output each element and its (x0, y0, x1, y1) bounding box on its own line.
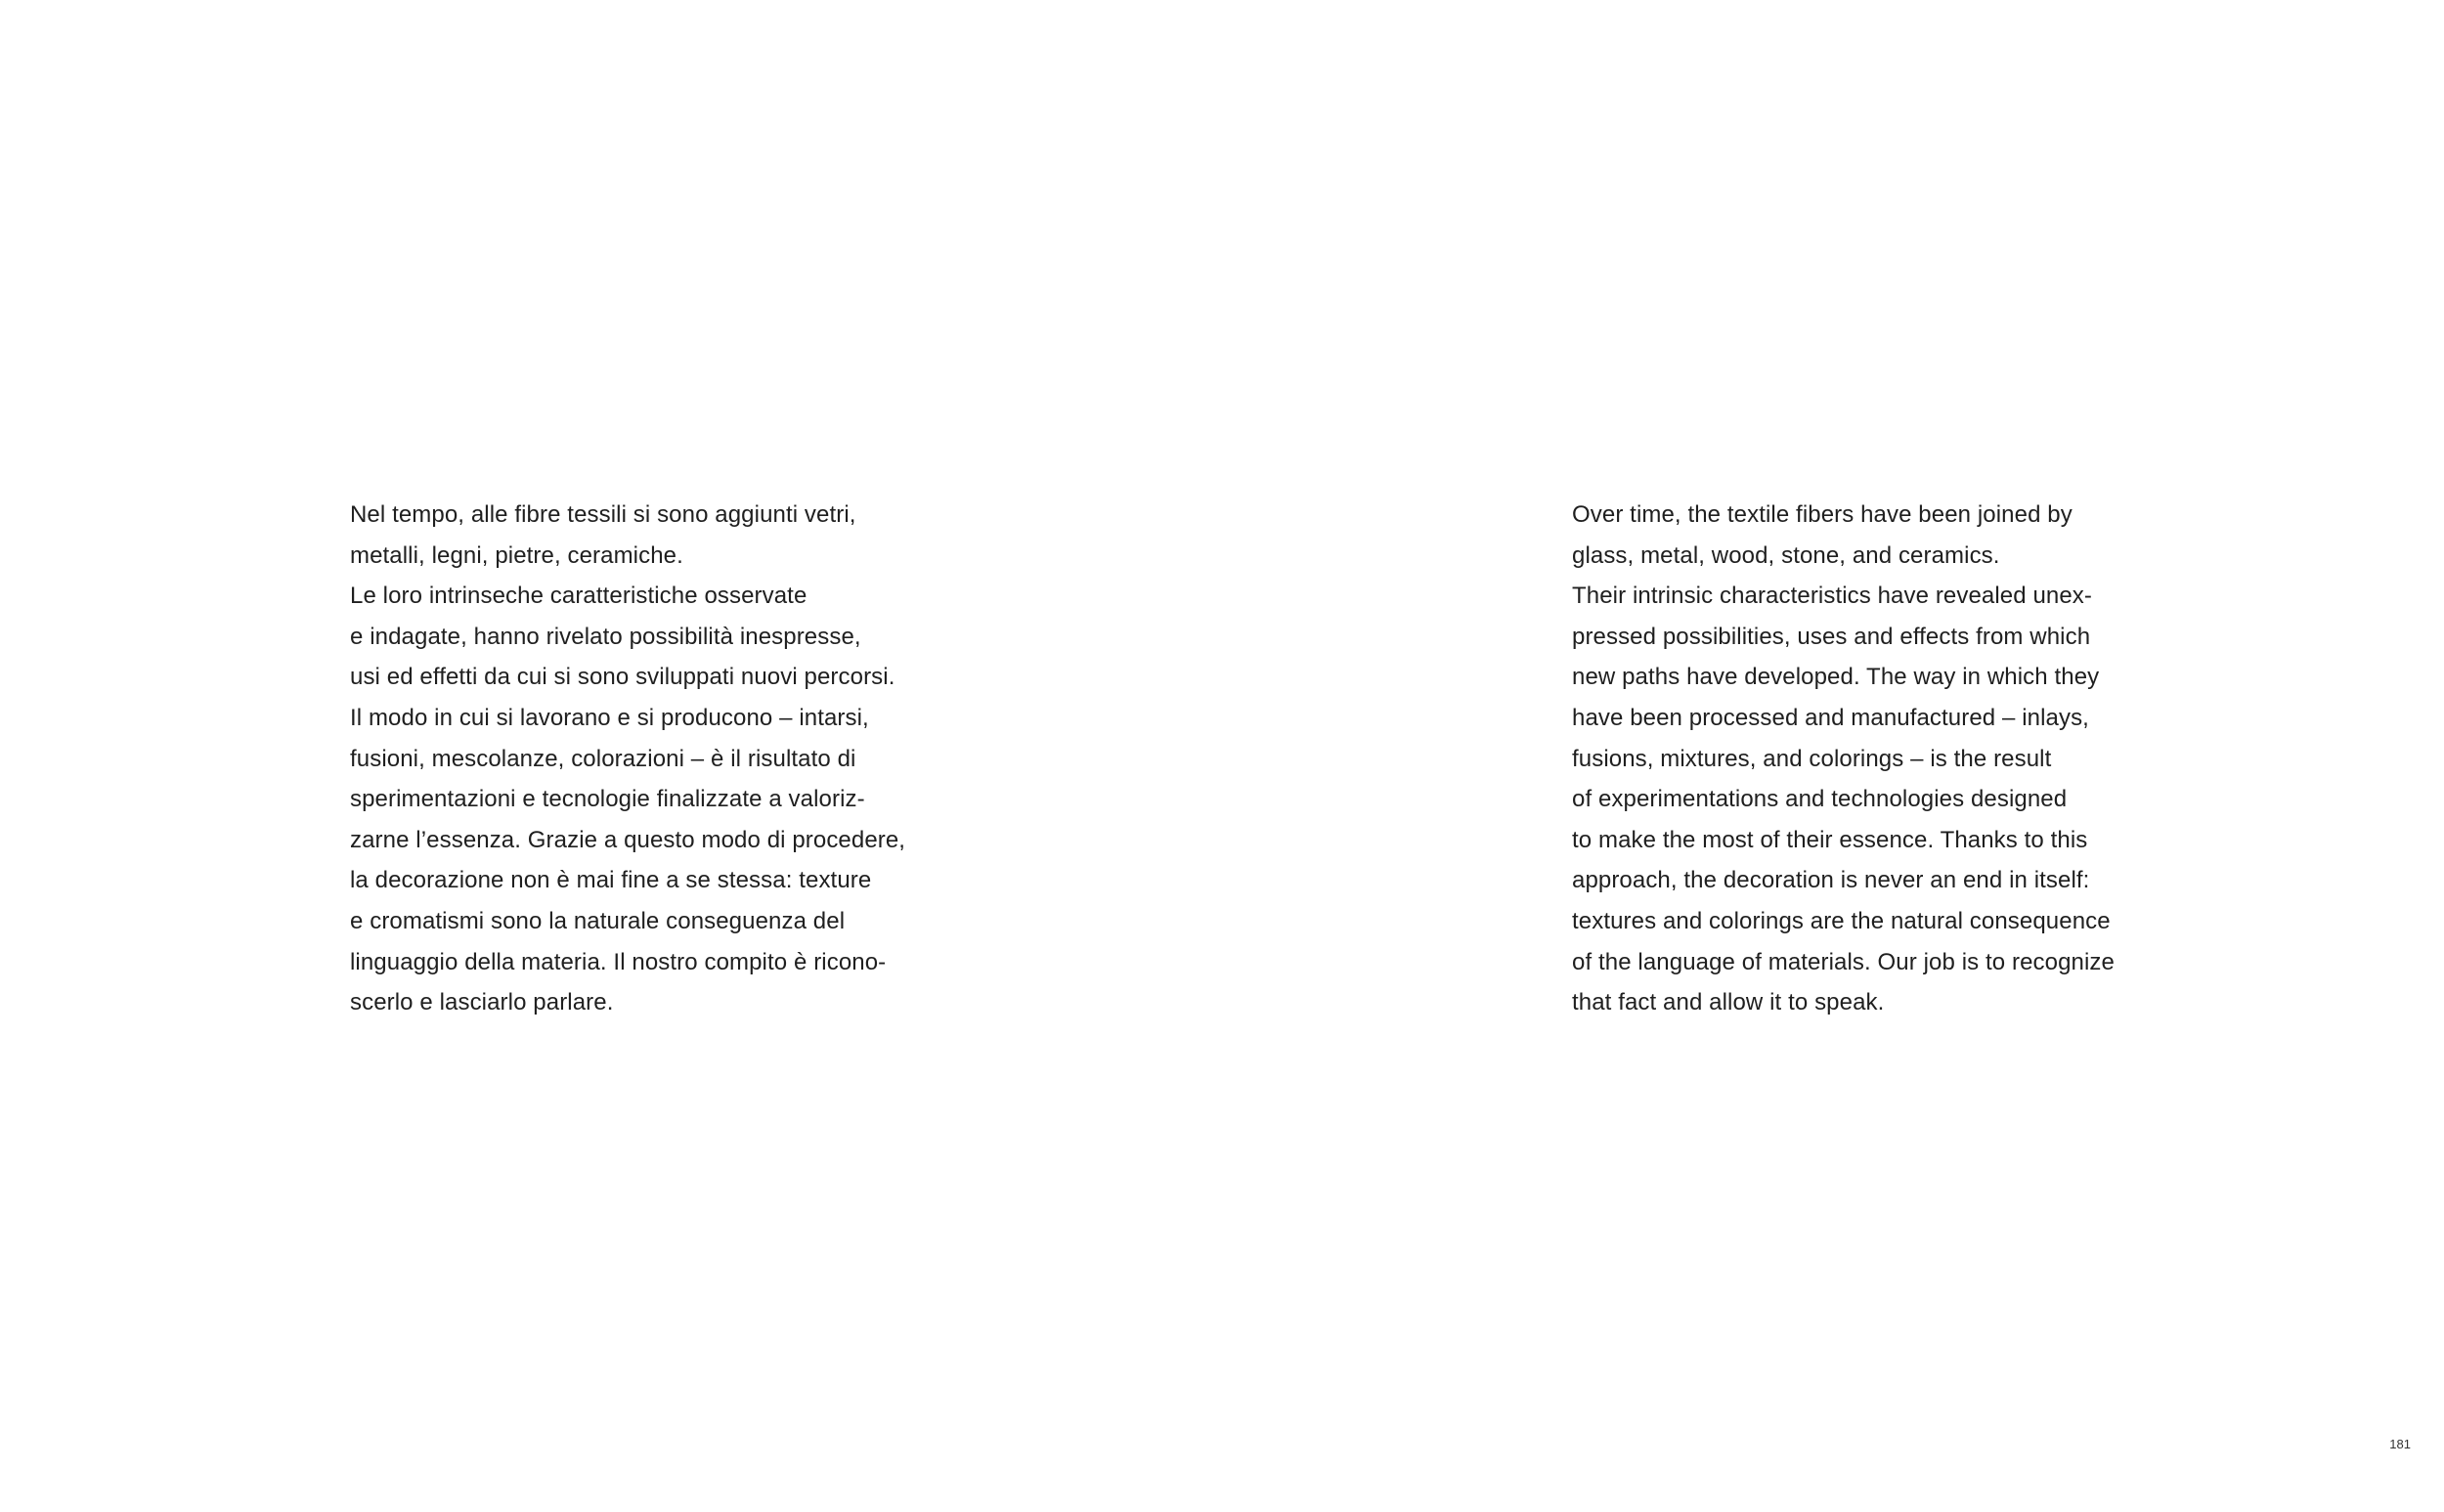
english-text-line: have been processed and manufactured – inlays, (1572, 704, 2089, 731)
italian-text-line: sperimentazioni e tecnologie finalizzate a valoriz- (350, 786, 865, 813)
italian-text-line: e cromatismi sono la naturale conseguenza del (350, 907, 846, 934)
italian-text-line: metalli, legni, pietre, ceramiche. (350, 541, 683, 569)
page-number: 181 (2389, 1437, 2411, 1451)
english-text-line: glass, metal, wood, stone, and ceramics. (1572, 541, 2000, 569)
italian-text-line: linguaggio della materia. Il nostro compito è ricono- (350, 948, 887, 975)
english-text-line: to make the most of their essence. Thanks to this (1572, 826, 2088, 853)
english-text-line: that fact and allow it to speak. (1572, 989, 1885, 1016)
english-text-line: approach, the decoration is never an end in itself: (1572, 867, 2090, 894)
italian-text-line: scerlo e lasciarlo parlare. (350, 989, 614, 1016)
italian-text-line: zarne l’essenza. Grazie a questo modo di procedere, (350, 826, 906, 853)
english-text-line: new paths have developed. The way in which they (1572, 664, 2100, 691)
italian-text-line: e indagate, hanno rivelato possibilità inespresse, (350, 623, 861, 650)
italian-text-line: fusioni, mescolanze, colorazioni – è il risultato di (350, 745, 856, 772)
italian-text-line: Le loro intrinseche caratteristiche osservate (350, 583, 807, 610)
english-text-column (1572, 495, 2178, 1023)
italian-text-line: Nel tempo, alle fibre tessili si sono aggiunti vetri, (350, 501, 856, 528)
english-text-line: of experimentations and technologies designed (1572, 786, 2068, 813)
italian-text-column (350, 495, 956, 1023)
english-text-line: fusions, mixtures, and colorings – is the result (1572, 745, 2052, 772)
italian-text-line: usi ed effetti da cui si sono sviluppati nuovi percorsi. (350, 664, 895, 691)
italian-text-line: la decorazione non è mai fine a se stessa: texture (350, 867, 872, 894)
english-text-line: Over time, the textile fibers have been joined by (1572, 501, 2073, 528)
italian-text-line: Il modo in cui si lavorano e si producono – intarsi, (350, 704, 869, 731)
english-text-line: Their intrinsic characteristics have revealed unex- (1572, 583, 2092, 610)
english-text-line: pressed possibilities, uses and effects from which (1572, 623, 2091, 650)
english-text-line: of the language of materials. Our job is to recognize (1572, 948, 2115, 975)
english-text-line: textures and colorings are the natural consequence (1572, 907, 2111, 934)
